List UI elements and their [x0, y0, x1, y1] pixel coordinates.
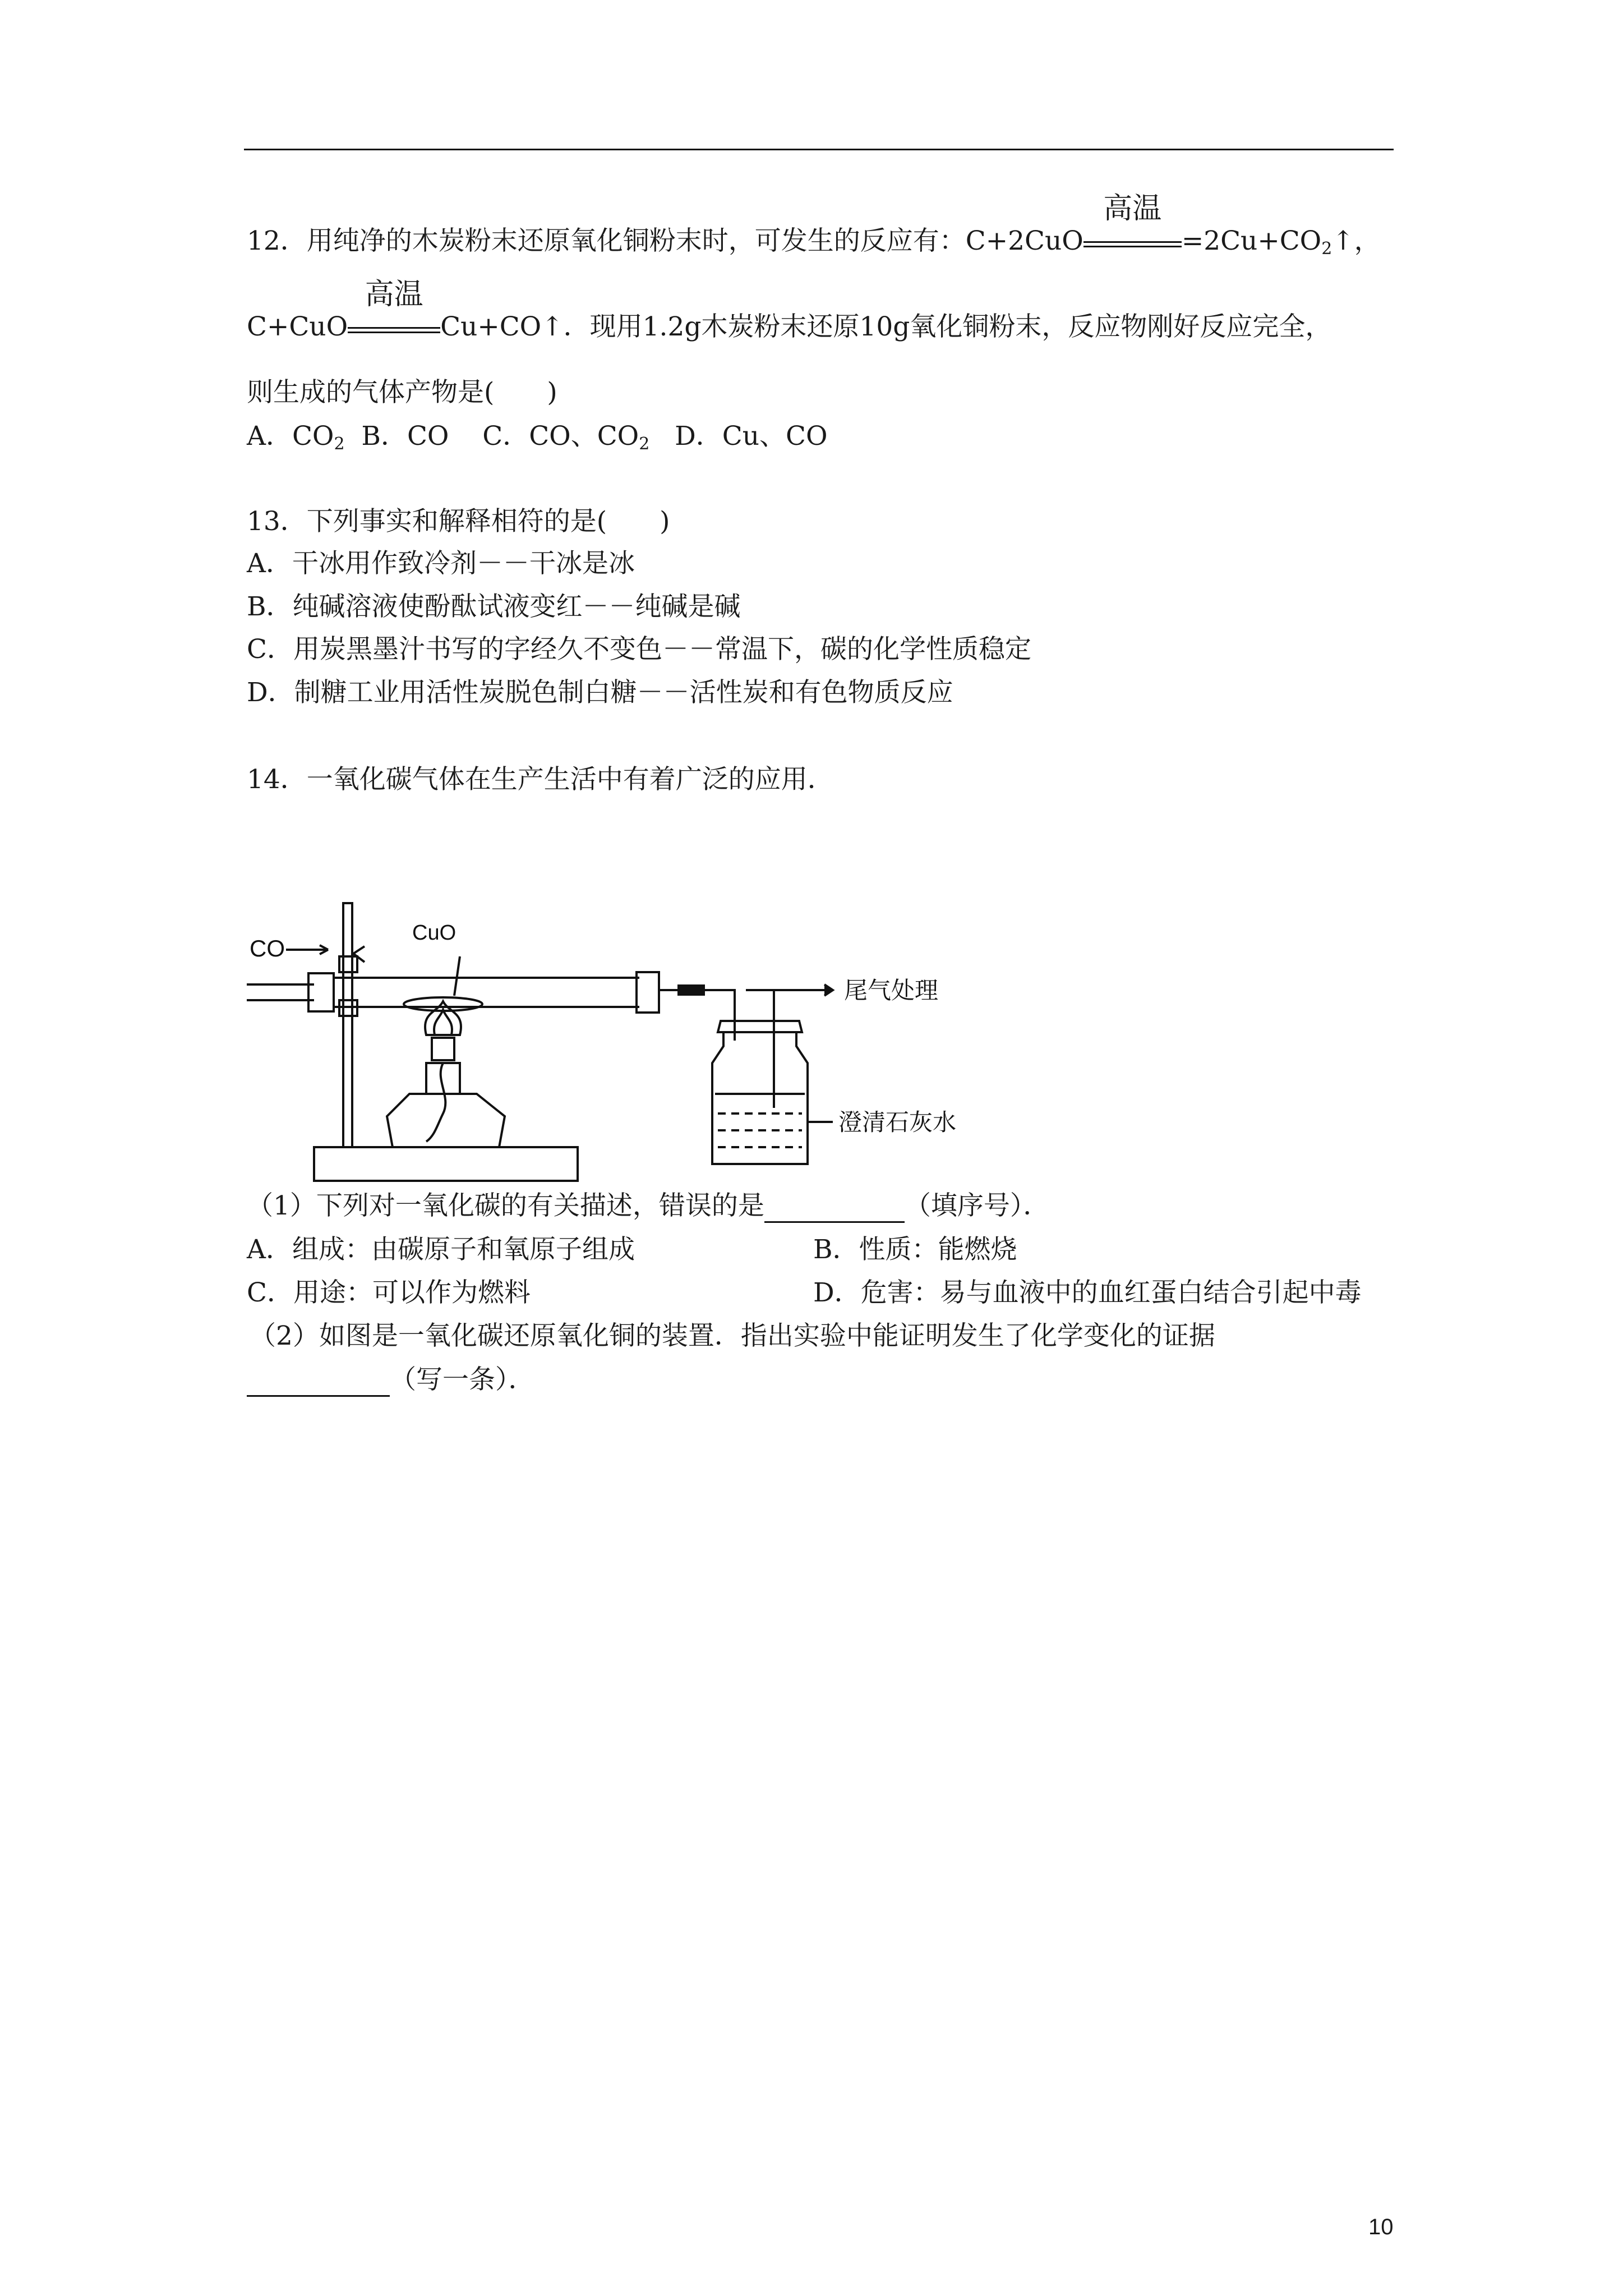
high-temp-equals-sign-2: 高温	[348, 310, 440, 344]
q12-option-a: A．CO	[247, 421, 334, 452]
q12-option-c: C．CO、CO	[482, 421, 639, 452]
q12-option-b: B．CO	[361, 421, 449, 452]
q12-option-d: D．Cu、CO	[675, 421, 828, 452]
q12-text: 12．用纯净的木炭粉末还原氧化铜粉末时，可发生的反应有：C+2CuO	[247, 226, 1083, 256]
q13-option-a: A．干冰用作致冷剂－－干冰是冰	[247, 548, 635, 579]
high-temp-equals-sign	[1083, 192, 1182, 258]
q14-option-c: C．用途：可以作为燃料	[247, 1277, 531, 1308]
q14-option-a: A．组成：由碳原子和氧原子组成	[247, 1234, 635, 1265]
reaction-condition: 高温	[1103, 192, 1162, 226]
q14-stem: 14．一氧化碳气体在生产生活中有着广泛的应用．	[247, 764, 834, 795]
header-rule	[244, 149, 1394, 150]
exhaust-treatment-label: 尾气处理	[844, 977, 939, 1004]
q14-sub2: （2）如图是一氧化碳还原氧化铜的装置．指出实验中能证明发生了化学变化的证据	[250, 1320, 1215, 1351]
q12-options: A．$CO_2$ B．CO C．CO、$CO_2$ D．Cu、CO	[247, 421, 828, 454]
co-label: CO	[250, 935, 285, 961]
limewater-label: 澄清石灰水	[838, 1108, 957, 1136]
answer-blank-2[interactable]	[247, 1368, 390, 1397]
co-reduction-apparatus-diagram	[241, 900, 957, 1198]
q13-option-b: B．纯碱溶液使酚酞试液变红－－纯碱是碱	[247, 591, 741, 622]
q13-option-d: D．制糖工业用活性炭脱色制白糖－－活性炭和有色物质反应	[247, 677, 953, 708]
q14-option-b: B．性质：能燃烧	[813, 1234, 1017, 1265]
q14-option-d: D．危害：易与血液中的血红蛋白结合引起中毒	[813, 1277, 1362, 1308]
page-number: 10	[1368, 2215, 1394, 2239]
q12-line2: C+CuO 高温 Cu+CO↑．现用1.2g木炭粉末还原10g氧化铜粉末，反应物刚好反应完全，	[247, 310, 1331, 344]
q14-sub1: （1）下列对一氧化碳的有关描述，错误的是 （填序号）．	[247, 1189, 1049, 1223]
q12-line1: 12．用纯净的木炭粉末还原氧化铜粉末时，可发生的反应有：C+2CuO 高温 $=2Cu+CO_2↑$，	[247, 192, 1381, 259]
answer-blank-1[interactable]	[764, 1194, 905, 1223]
cuo-label: CuO	[412, 921, 457, 945]
q14-sub2-answer: （写一条）．	[247, 1363, 535, 1397]
q13-option-c: C．用炭黑墨汁书写的字经久不变色－－常温下，碳的化学性质稳定	[247, 634, 1031, 665]
q12-line3: 则生成的气体产物是( )	[247, 377, 557, 408]
q13-stem: 13．下列事实和解释相符的是( )	[247, 506, 670, 537]
